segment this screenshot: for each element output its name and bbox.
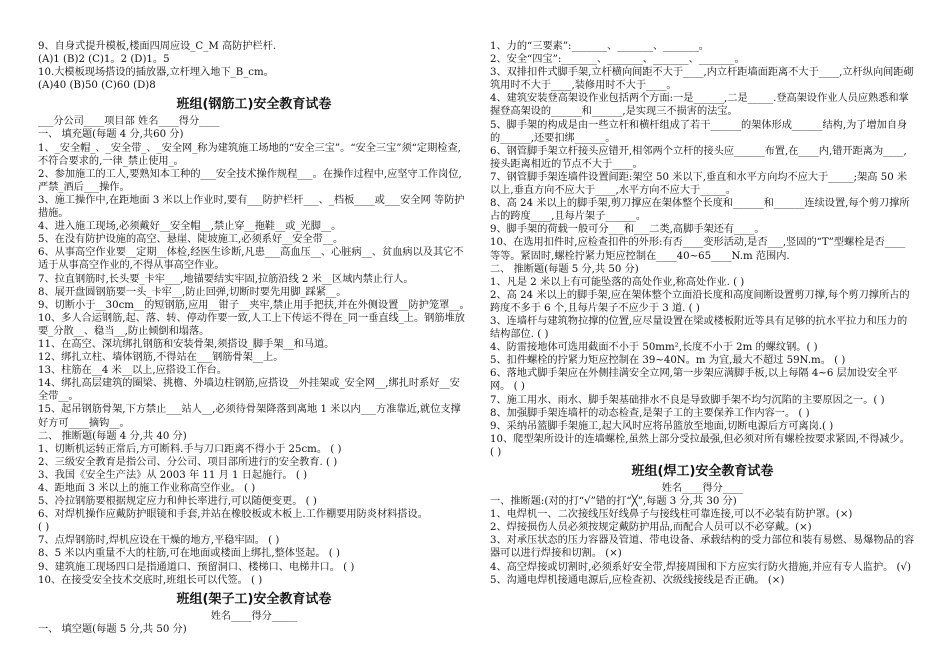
question-item: 6、从事高空作业要__定期__体检,经医生诊断,凡患___高血压__、心脏病__、贫血病以及其它不适于从事高空作业的,不得从事高空作业。: [38, 247, 464, 272]
section-heading: 一、 填充题(每题 4 分,共60 分): [38, 129, 184, 141]
question-item: 12、绑扎立柱、墙体钢筋,不得站在___钢筋骨架__上。: [38, 352, 284, 364]
judge-item: 2、焊接损伤人员必须按规定戴防护用品,而配合人员可以不必穿戴。(×): [490, 522, 812, 534]
judge-item: 8、加强脚手架连墙杆的动态检查,是架子工的主要保养工作内容一。 ( ): [490, 407, 810, 419]
left-column: [38, 40, 470, 636]
judge-item: 1、电焊机一、二次接线压好线鼻子与接线柱可靠连接,可以不必装有防护罩。(×): [490, 509, 853, 521]
judge-item: 6、落地式脚手架应在外侧挂满安全立网,第一步架应满脚手板,以上每隔 4~6 层加设安全平网。 ( ): [490, 368, 898, 393]
judge-item: 10、爬型架所设计的连墙螺栓,虽然上部分受拉最强,但必须对所有螺栓按要求紧固,不得减少。 ( ): [490, 433, 910, 458]
text-line: (A)1 (B)2 (C)1。2 (D)1。5: [38, 54, 170, 66]
judge-item: 4、距地面 3 米以上的施工作业称高空作业。 ( ): [38, 483, 256, 494]
judge-item: 3、对承压状态的压力容器及管道、带电设备、承载结构的受力部位和装有易燃、易爆物品的容器可以进行焊接和切割。 (×): [490, 535, 915, 560]
question-item: 15、起吊钢筋骨架,下方禁止___站人__,必须待骨架降落到离地 1 米以内___方准靠近,就位支撑好方可____摘钩__。: [38, 404, 461, 429]
section-heading: 二、 推断题(每题 4 分,共 40 分): [38, 430, 187, 442]
question-item: 5、脚手架的构成是由一些立杆和横杆组成了若干______的架体形成______结构,为了增加自身的______,还要扣绑______。: [490, 119, 908, 144]
question-item: 13、柱筋在__4 米__以上,应搭设工作台。: [38, 365, 227, 377]
question-item: 7、拉直钢筋时,长头要_卡牢___,地锚要结实牢固,拉筋沿线 2 米__区域内禁止行人。: [38, 273, 414, 285]
question-item: 9、切断小于__30cm__的短钢筋,应用__钳子__夹牢,禁止用手把扶,并在外侧设置__防护笼罩__。: [38, 299, 470, 311]
section-heading: 一、推断题:(对的打“√”错的打“╳”,每题 3 分,共 30 分): [490, 496, 737, 508]
judge-item: 7、点焊钢筋时,焊机应设在干燥的地方,平稳牢固。 ( ): [38, 535, 280, 547]
steel-exam-title: 班组(钢筋工)安全教育试卷: [176, 97, 332, 113]
question-item: 6、钢管脚手架立杆接头应错开,相邻两个立杆的接头应______布置,在____内,错开距离为____,接头距离相近的节点不大于____。: [490, 145, 907, 170]
judge-item: 8、5 米以内重量不大的柱筋,可在地面或楼面上绑扎,整体竖起。 ( ): [38, 548, 340, 560]
judge-item: 3、我国《安全生产法》从 2003 年 11 月 1 日起施行。 ( ): [38, 469, 308, 481]
judge-item: 2、高 24 米以上的脚手架,应在架体整个立面沿长度和高度间断设置剪刀撑,每个剪刀撑所占的跨度不多于 6 个,且每片架子不应少于 3 道. ( ): [490, 289, 910, 314]
question-item: 4、进入施工现场,必须戴好__安全帽__,禁止穿__拖鞋__或_光脚__。: [38, 221, 342, 233]
judge-item: ( ): [38, 522, 50, 534]
name-score-line: 姓名____得分_____: [210, 610, 298, 622]
judge-item: 6、对焊机操作应戴防护眼镜和手套,并站在橡胶板或木板上.工作棚要用防炎材料搭设。: [38, 509, 428, 521]
text-line: 9、自身式提升模板,楼面四周应设_C_M 高防护栏杆.: [38, 41, 277, 52]
judge-item: 1、切断机运转正常后,方可断料.手与刀口距离不得小于 25cm。 ( ): [38, 443, 342, 455]
question-item: 9、脚手架的荷载一般可分___和___二类,高脚手架还有____。: [490, 224, 765, 236]
judge-item: 9、采纳吊篮脚手架施工,起大风时应将吊篮放至地面,切断电源后方可离岗.( ): [490, 420, 834, 432]
question-item: 10、多人合运钢筋,起、落、转、停动作要一致,人工上下传运不得在_同一垂直线_上。钢筋堆放要_分散__、稳当__,防止倾倒和塌落。: [38, 312, 465, 337]
question-item: 3、双排扣件式脚手架,立杆横向间距不大于____,内立杆距墙面距离不大于____,立杆纵向间距砌筑用时不大于____,装修用时不大于____。: [490, 67, 914, 92]
question-item: 7、钢管脚手架连墙件设置间距:架空 50 米以下,垂直和水平方向均不应大于_____;架高 50 米以上,垂直方向不应大于____,水平方向不应大于_____。: [490, 171, 908, 197]
question-item: 2、参加施工的工人,要熟知本工种的___安全技术操作规程___。在操作过程中,应坚守工作岗位,严禁_酒后___操作。: [38, 168, 462, 193]
question-item: 4、建筑安装登高架设作业包括两个方面:一是______,二是_____.登高架设作业人员应熟悉和掌握登高架设的______和______,是实现三不损害的法宝。: [490, 93, 909, 118]
question-item: 2、安全“四宝”:_______、_______、_______、_______。: [490, 54, 745, 66]
question-item: 3、施工操作中,在距地面 3 米以上作业时,要有___防护栏杆___、_档板____或___安全网 等防护措施。: [38, 194, 465, 220]
judge-item: 2、三级安全教育是指公司、分公司、项目部所进行的安全教育. ( ): [38, 456, 338, 468]
right-column: [490, 40, 915, 587]
judge-item: 1、凡是 2 米以上有可能坠落的高处作业,称高处作业. ( ): [490, 276, 745, 288]
judge-item: 3、连墙杆与建筑物拉撑的位置,应尽量设置在梁或楼板附近等具有足够的抗水平拉力和压力的结构部位. ( ): [490, 315, 908, 341]
text-line: (A)40 (B)50 (C)60 (D)8: [38, 80, 156, 92]
question-item: 1、力的“三要素”:_______、_______、_______。: [490, 41, 709, 52]
judge-item: 7、施工用水、雨水、脚手架基础排水不良是导致脚手架不均匀沉陷的主要原因之一。( ): [490, 394, 885, 406]
judge-item: 9、建筑施工现场四口是指通道口、预留洞口、楼梯口、电梯井口。 ( ): [38, 561, 355, 573]
section-heading: 二、 推断题(每题 5 分,共 50 分): [490, 263, 639, 275]
question-item: 5、在没有防护设施的高空、悬崖、陡坡施工,必须系好__安全带__。: [38, 234, 344, 246]
question-item: 10、在选用扣件时,应检查扣件的外形:有否____变形活动,是否___,竖固的“T”型螺栓是否____等等。紧固时,螺栓拧紧力矩应控制在____40~65____N.m 范围内.: [490, 237, 906, 262]
question-item: 11、在高空、深坑绑扎钢筋和安装骨架,须搭设_脚手架__和马道。: [38, 338, 335, 350]
question-item: 8、高 24 米以上的脚手架,剪刀撑应在架体整个长度和______和______连续设置,每个剪刀撑所占的跨度____,且每片架子______。: [490, 198, 910, 223]
judge-item: 10、在接受安全技术交底时,班组长可以代签。 ( ): [38, 574, 263, 586]
section-heading: 一、 填空题(每题 5 分,共 50 分): [38, 623, 187, 635]
judge-item: 5、冷拉钢筋要根据规定应力和伸长率进行,可以随便变更。 ( ): [38, 496, 317, 508]
text-line: 10.大模板现场搭设的插放器,立杆埋入地下_B_cm。: [38, 67, 274, 79]
steel-exam-header: ___分公司____项目部 姓名____得分____: [38, 116, 220, 128]
scaffold-exam-title: 班组(架子工)安全教育试卷: [176, 591, 332, 607]
question-item: 8、展开盘圆钢筋要一头_卡牢__,防止回弹,切断时要先用脚_踩紧__。: [38, 286, 347, 298]
judge-item: 4、高空焊接或切割时,必须系好安全带,焊接周围和下方应实行防火措施,并应有专人监护。 (√): [490, 561, 911, 573]
question-item: 14、绑扎高层建筑的圈梁、挑檐、外墙边柱钢筋,应搭设__外挂架或_安全网__,绑扎时系好__安全带__。: [38, 378, 460, 403]
welder-exam-title: 班组(焊工)安全教育试卷: [631, 464, 774, 479]
judge-item: 4、防雷接地体可选用截面不小于 50mm²,长度不小于 2m 的螺纹钢。( ): [490, 342, 818, 354]
name-score-line: 姓名____得分____: [661, 483, 744, 494]
judge-item: 5、沟通电焊机接通电源后,应检查初、次级线接线是否正确。 (×): [490, 574, 785, 586]
judge-item: 5、扣件螺栓的拧紧力矩应控制在 39~40N。m 为宜,最大不超过 59N.m。 ( ): [490, 355, 846, 367]
question-item: 1、_安全帽_、_安全带_、_安全网_称为建筑施工场地的“安全三宝”。“安全三宝”须“定期检查,不符合要求的,一律_禁止使用_。: [38, 142, 461, 167]
